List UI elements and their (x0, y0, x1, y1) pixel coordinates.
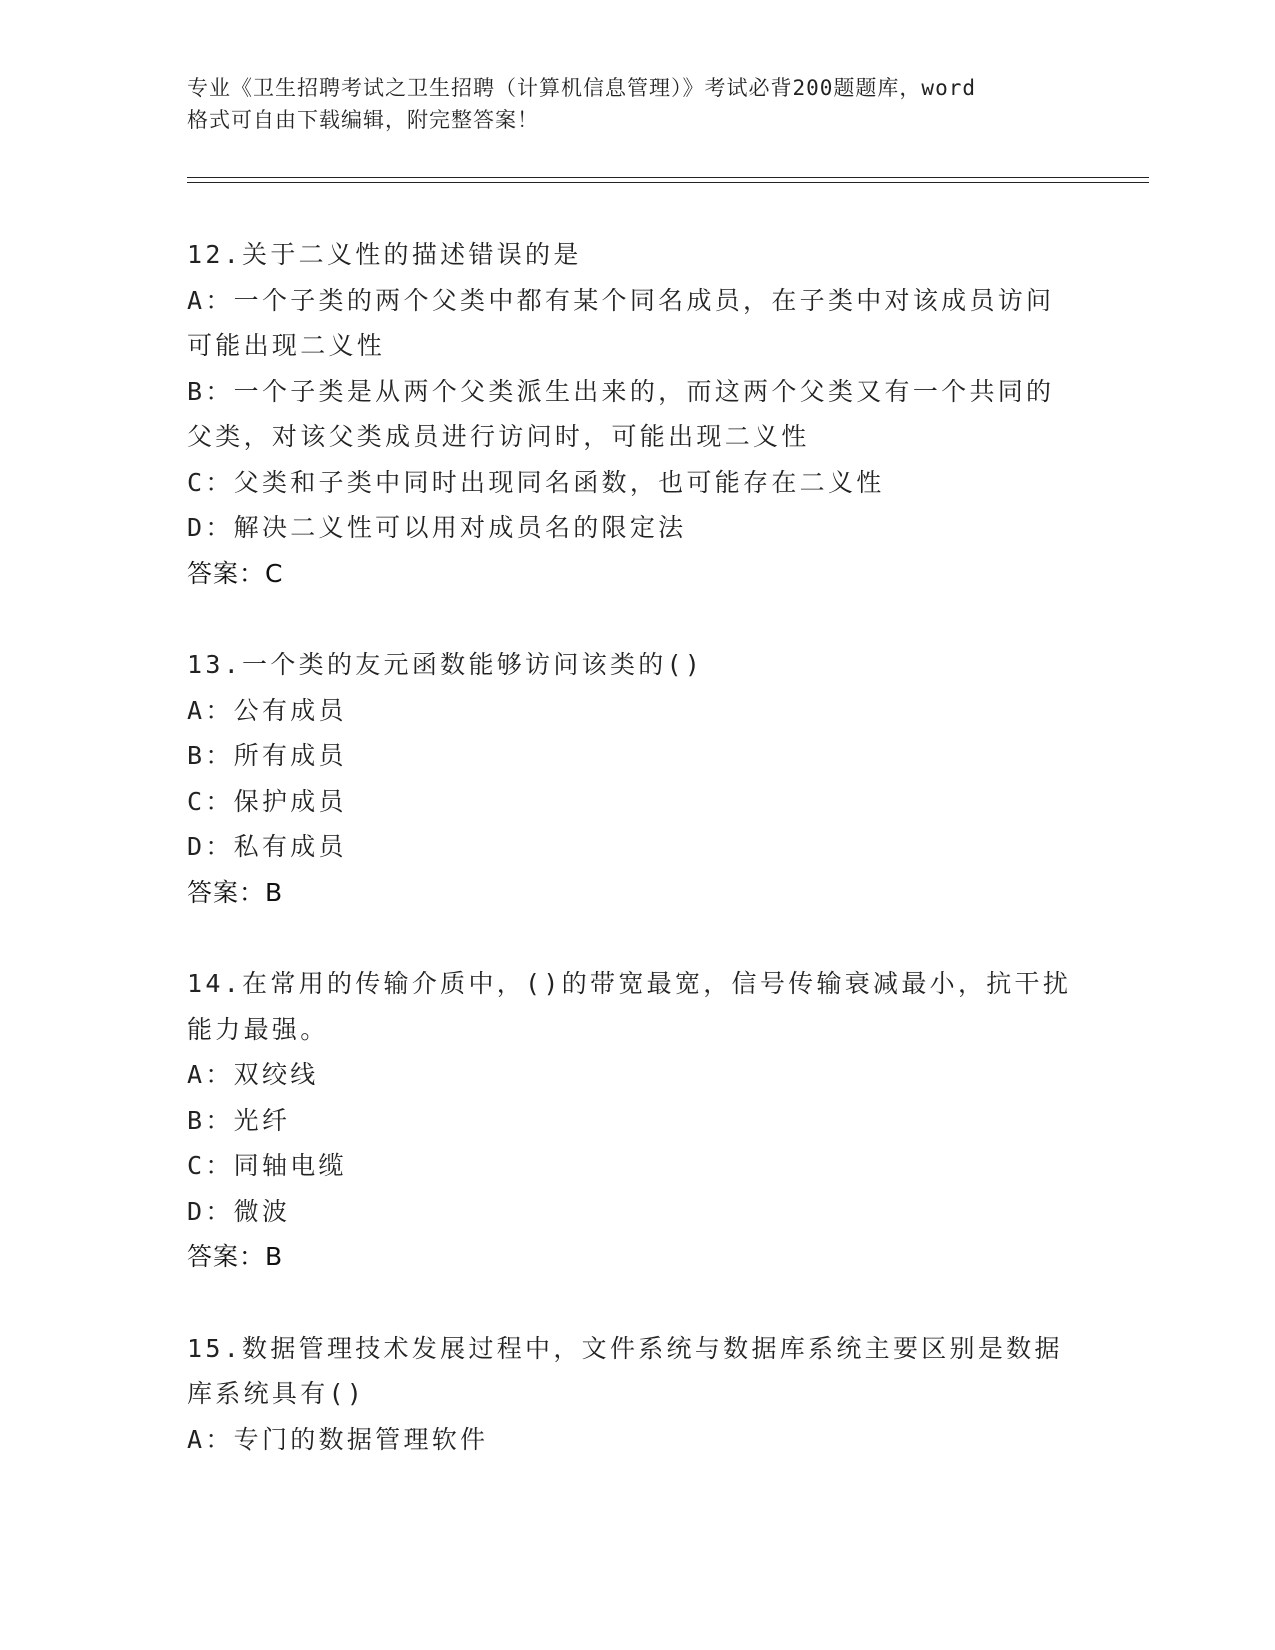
option-d: D：解决二义性可以用对成员名的限定法 (187, 513, 687, 542)
option-c: C：同轴电缆 (187, 1151, 347, 1180)
answer: 答案：B (187, 1242, 284, 1271)
document-header (187, 72, 1087, 136)
question-text: 12.关于二义性的描述错误的是 (187, 240, 582, 269)
answer: 答案：B (187, 877, 284, 907)
option-c: C：父类和子类中同时出现同名函数，也可能存在二义性 (187, 467, 885, 497)
header-divider-bottom (187, 182, 1149, 183)
option-a: A：双绞线 (187, 1060, 319, 1089)
question-text: 13.一个类的友元函数能够访问该类的() (187, 650, 704, 679)
option-b-line-1: B：一个子类是从两个父类派生出来的，而这两个父类又有一个共同的 (187, 376, 1055, 406)
question-list (187, 232, 1087, 1508)
option-b-line-2: 父类，对该父类成员进行访问时，可能出现二义性 (187, 422, 810, 451)
option-b: B：所有成员 (187, 741, 347, 770)
option-c: C：保护成员 (187, 786, 347, 816)
answer: 答案：C (187, 558, 284, 588)
question-13 (187, 642, 1087, 915)
option-a-line-1: A：一个子类的两个父类中都有某个同名成员，在子类中对该成员访问 (187, 285, 1055, 315)
question-text-line-2: 能力最强。 (187, 1014, 329, 1044)
option-a: A：专门的数据管理软件 (187, 1424, 489, 1454)
header-line-2: 格式可自由下载编辑，附完整答案！ (187, 108, 539, 132)
option-a: A：公有成员 (187, 695, 347, 725)
option-a-line-2: 可能出现二义性 (187, 331, 386, 360)
question-text-line-1: 14.在常用的传输介质中，()的带宽最宽，信号传输衰减最小，抗干扰 (187, 969, 1072, 998)
option-b: B：光纤 (187, 1105, 291, 1135)
header-line-1: 专业《卫生招聘考试之卫生招聘（计算机信息管理）》考试必背200题题库，word (187, 76, 976, 100)
option-d: D：私有成员 (187, 832, 347, 861)
header-divider-top (187, 177, 1149, 178)
option-d: D：微波 (187, 1196, 291, 1226)
question-12 (187, 232, 1087, 596)
question-text-line-1: 15.数据管理技术发展过程中，文件系统与数据库系统主要区别是数据 (187, 1333, 1063, 1363)
question-14 (187, 961, 1087, 1280)
question-15 (187, 1326, 1087, 1463)
question-text-line-2: 库系统具有() (187, 1379, 366, 1408)
